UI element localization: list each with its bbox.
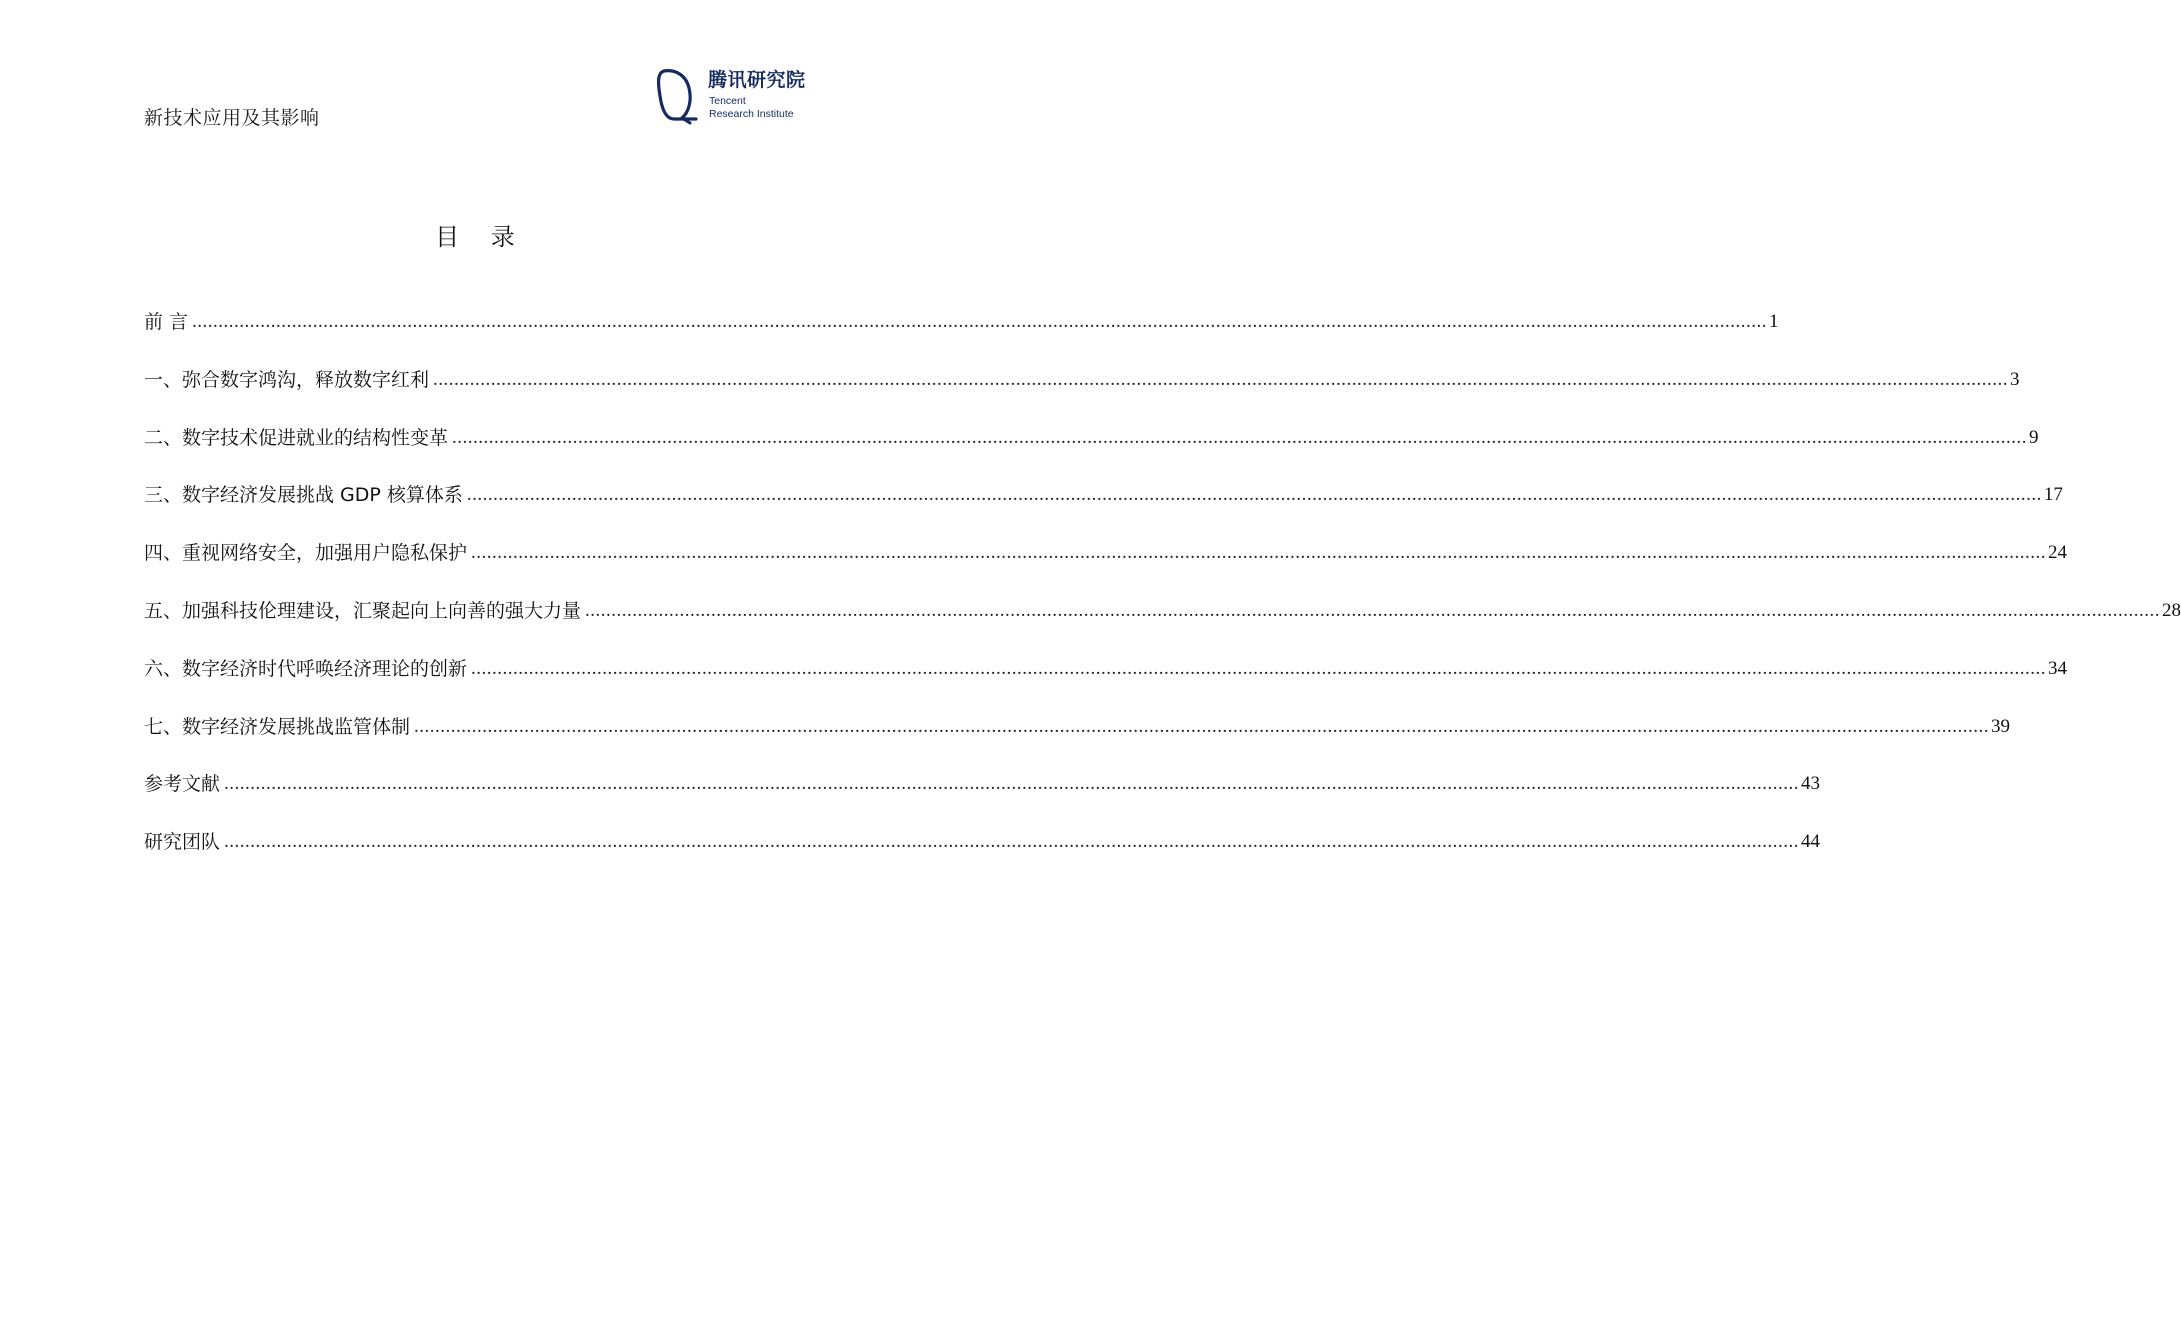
logo-english-line-1: Tencent — [709, 95, 746, 107]
logo-english-line-2: Research Institute — [709, 108, 794, 120]
toc-entry-references[interactable] — [144, 769, 1821, 827]
toc-entry-title: 六、数字经济时代呼唤经济理论的创新 — [144, 657, 468, 680]
toc-entry-chapter-6[interactable] — [144, 654, 2068, 712]
toc-dot-leader: ............................................................................................................................................................................................................................................................................................................ — [433, 368, 2009, 390]
logo-chinese-name: 腾讯研究院 — [708, 69, 806, 91]
toc-entry-page: 34 — [2048, 657, 2068, 679]
toc-entry-page: 44 — [1801, 831, 1821, 853]
toc-entry-page: 1 — [1769, 311, 1779, 332]
toc-entry-title: 前 言 — [144, 311, 189, 333]
toc-entry-title: 二、数字技术促进就业的结构性变革 — [144, 426, 449, 449]
toc-entry-chapter-5[interactable] — [144, 596, 2181, 654]
toc-entry-title: 四、重视网络安全，加强用户隐私保护 — [144, 542, 468, 565]
toc-entry-page: 43 — [1801, 773, 1821, 795]
toc-dot-leader: ............................................................................................................................................................................................................................................................................................................ — [471, 657, 2047, 679]
toc-dot-leader: ............................................................................................................................................................................................................................................................................................................ — [585, 599, 2161, 621]
toc-entry-title: 三、数字经济发展挑战 GDP 核算体系 — [144, 484, 463, 507]
toc-entry-title: 一、弥合数字鸿沟，释放数字红利 — [144, 368, 430, 391]
table-of-contents — [144, 307, 2181, 885]
toc-entry-chapter-3[interactable] — [144, 480, 2063, 538]
tencent-research-logo — [655, 66, 815, 126]
toc-dot-leader: ............................................................................................................................................................................................................................................................................................................ — [414, 715, 1990, 737]
toc-entry-chapter-1[interactable] — [144, 365, 2020, 423]
logo-mark-icon — [655, 66, 699, 124]
toc-heading: 目 录 — [435, 223, 527, 251]
toc-entry-chapter-2[interactable] — [144, 423, 2039, 481]
toc-dot-leader: ............................................................................................................................................................................................................................................................................................................ — [466, 484, 2042, 506]
toc-entry-research-team[interactable] — [144, 827, 1821, 885]
toc-entry-page: 9 — [2029, 426, 2039, 448]
toc-entry-page: 17 — [2043, 484, 2063, 506]
toc-entry-title: 参考文献 — [144, 773, 221, 796]
toc-dot-leader: ............................................................................................................................................................................................................................................................................................................ — [471, 542, 2047, 564]
toc-entry-page: 28 — [2162, 599, 2181, 621]
toc-entry-chapter-7[interactable] — [144, 712, 2011, 770]
toc-dot-leader: ............................................................................................................................................................................................................................................................................................................ — [224, 831, 1800, 853]
toc-entry-page: 24 — [2048, 542, 2068, 564]
toc-entry-title: 研究团队 — [144, 831, 221, 854]
toc-entry-preface[interactable] — [144, 307, 1779, 365]
toc-entry-title: 七、数字经济发展挑战监管体制 — [144, 715, 411, 738]
toc-dot-leader: ............................................................................................................................................................................................................................................................................................................ — [452, 426, 2028, 448]
toc-dot-leader: ............................................................................................................................................................................................................................................................................................................ — [224, 773, 1800, 795]
document-header-title: 新技术应用及其影响 — [144, 107, 320, 129]
toc-dot-leader: ............................................................................................................................................................................................................................................................................................................ — [192, 311, 1768, 332]
toc-entry-title: 五、加强科技伦理建设，汇聚起向上向善的强大力量 — [144, 599, 582, 622]
toc-entry-page: 39 — [1991, 715, 2011, 737]
toc-entry-page: 3 — [2010, 368, 2020, 390]
toc-entry-chapter-4[interactable] — [144, 538, 2068, 596]
